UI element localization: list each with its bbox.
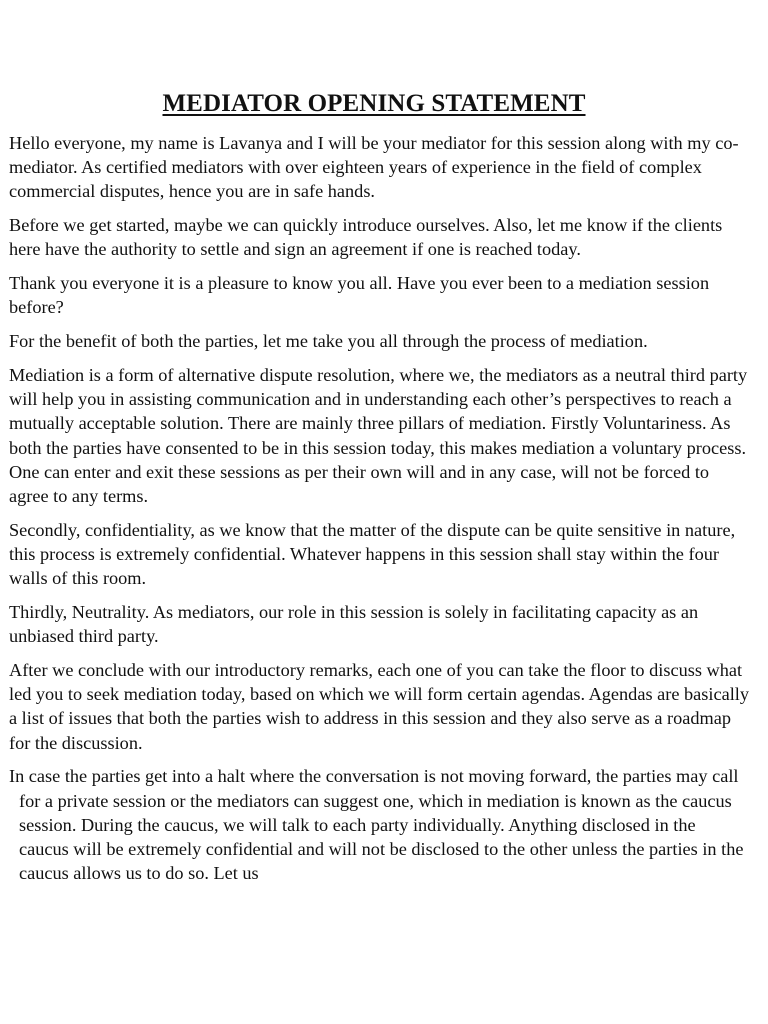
paragraph-process-intro: For the benefit of both the parties, let me take you all through the process of mediation.: [9, 331, 648, 352]
paragraph-agendas: After we conclude with our introductory remarks, each one of you can take the floor to discuss what led you to seek mediation today, based on which we will form certain agendas. Agendas are basically a list of issues that both the parties wish to address in this session and they also serve as a roadmap for the discussion.: [9, 660, 749, 753]
paragraph-confidentiality: Secondly, confidentiality, as we know that the matter of the dispute can be quite sensitive in nature, this process is extremely confidential. Whatever happens in this session shall stay within the four walls of this room.: [9, 519, 736, 589]
document-body: [9, 131, 749, 895]
paragraph-thank-you: Thank you everyone it is a pleasure to know you all. Have you ever been to a mediation session before?: [9, 273, 710, 318]
paragraph-introductions-authority: Before we get started, maybe we can quickly introduce ourselves. Also, let me know if the clients here have the authority to settle and sign an agreement if one is reached today.: [9, 215, 723, 260]
paragraph-neutrality: Thirdly, Neutrality. As mediators, our role in this session is solely in facilitating capacity as an unbiased third party.: [9, 602, 699, 647]
paragraph-mediation-definition: Mediation is a form of alternative dispute resolution, where we, the mediators as a neutral third party will help you in assisting communication and in understanding each other’s perspectives to reach a mutually acceptable solution. There are mainly three pillars of mediation. Firstly Voluntariness. As both the parties have consented to be in this session today, this makes mediation a voluntary process. One can enter and exit these sessions as per their own will and in any case, will not be forced to agree to any terms.: [9, 365, 748, 507]
document-title: MEDIATOR OPENING STATEMENT: [162, 90, 586, 117]
paragraph-introduction: Hello everyone, my name is Lavanya and I will be your mediator for this session along with my co-mediator. As certified mediators with over eighteen years of experience in the field of complex commercial disputes, hence you are in safe hands.: [9, 133, 739, 202]
paragraph-caucus: In case the parties get into a halt where the conversation is not moving forward, the parties may call for a private session or the mediators can suggest one, which in mediation is known as the caucus session. During the caucus, we will talk to each party individually. Anything disclosed in the caucus will be extremely confidential and will not be disclosed to the other unless the parties in the caucus allows us to do so. Let us: [9, 766, 744, 884]
